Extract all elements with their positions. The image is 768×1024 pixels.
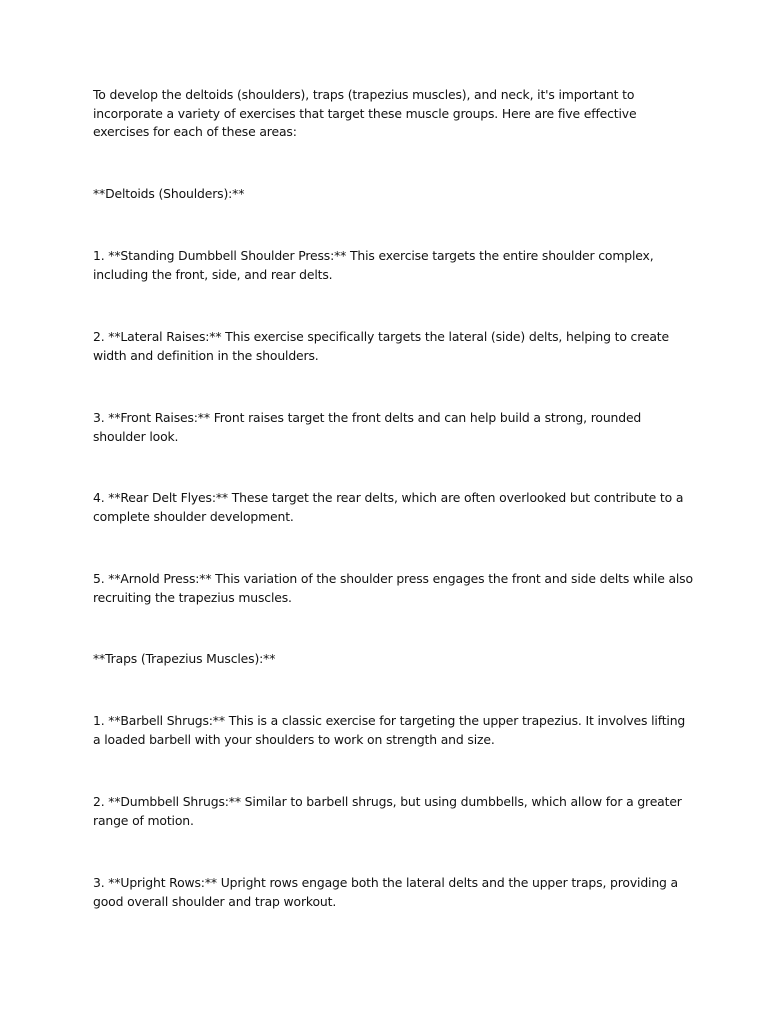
traps-heading: **Traps (Trapezius Muscles):**	[93, 651, 276, 666]
deltoids-heading: **Deltoids (Shoulders):**	[93, 186, 245, 201]
intro-paragraph: To develop the deltoids (shoulders), traps (trapezius muscles), and neck, it's important to incorporate a variety of exercises that target these muscle groups. Here are five effective exercises for each of these areas:	[93, 87, 637, 140]
deltoids-item-4: 4. **Rear Delt Flyes:** These target the rear delts, which are often overlooked but contribute to a complete shoulder development.	[93, 490, 684, 524]
traps-item-1: 1. **Barbell Shrugs:** This is a classic exercise for targeting the upper trapezius. It involves lifting a loaded barbell with your shoulders to work on strength and size.	[93, 713, 686, 747]
deltoids-item-3: 3. **Front Raises:** Front raises target the front delts and can help build a strong, rounded shoulder look.	[93, 410, 642, 444]
traps-item-3: 3. **Upright Rows:** Upright rows engage both the lateral delts and the upper traps, providing a good overall shoulder and trap workout.	[93, 875, 678, 909]
deltoids-item-1: 1. **Standing Dumbbell Shoulder Press:** This exercise targets the entire shoulder complex, including the front, side, and rear delts.	[93, 248, 654, 282]
deltoids-item-5: 5. **Arnold Press:** This variation of the shoulder press engages the front and side delts while also recruiting the trapezius muscles.	[93, 571, 693, 605]
deltoids-item-2: 2. **Lateral Raises:** This exercise specifically targets the lateral (side) delts, helping to create width and definition in the shoulders.	[93, 329, 669, 363]
traps-item-2: 2. **Dumbbell Shrugs:** Similar to barbell shrugs, but using dumbbells, which allow for a greater range of motion.	[93, 794, 682, 828]
